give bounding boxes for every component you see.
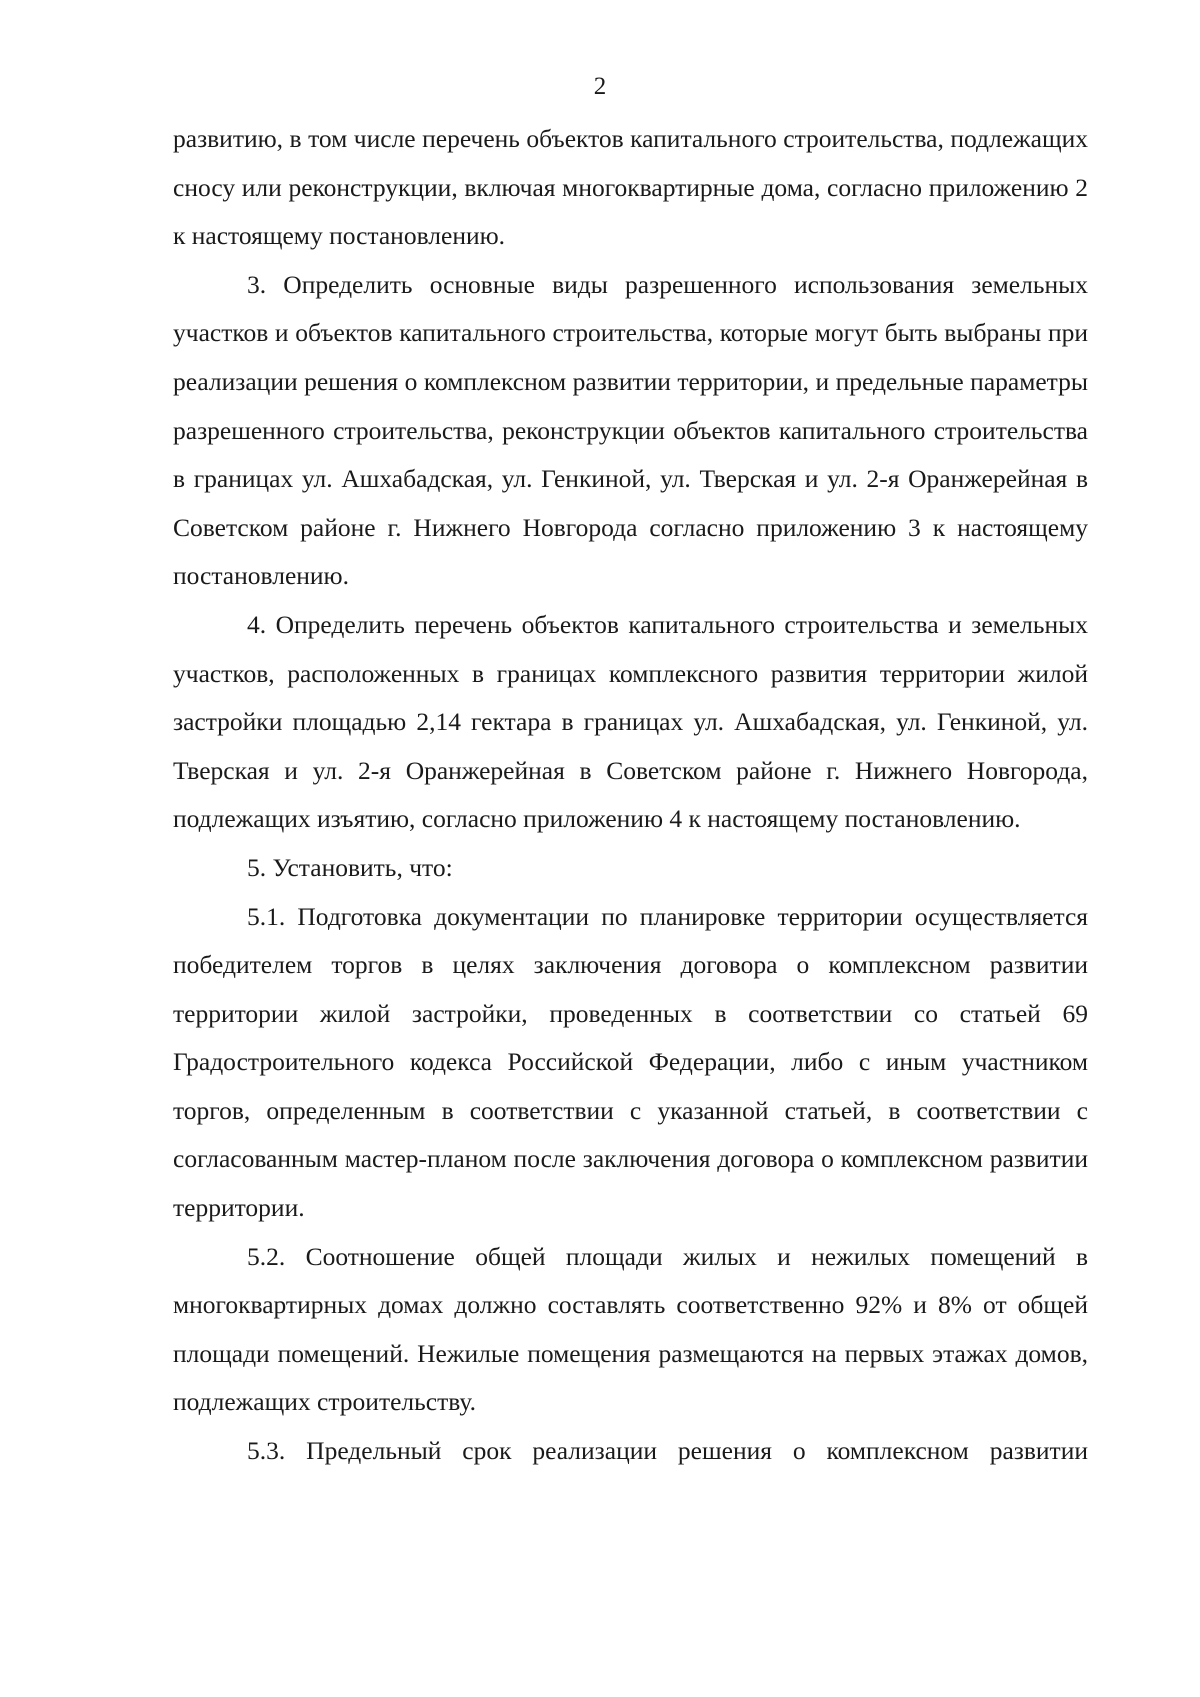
paragraph-item-3: 3. Определить основные виды разрешенного использования земельных участков и объектов капитального строительства, которые могут быть выбраны при реализации решения о комплексном развитии территории, и предельные параметры разрешенного строительства, реконструкции объектов капитального строительства в границах ул. Ашхабадская, ул. Генкиной, ул. Тверская и ул. 2-я Оранжерейная в Советском районе г. Нижнего Новгорода согласно приложению 3 к настоящему постановлению. — [173, 269, 1088, 591]
paragraph-item-5: 5. Установить, что: — [247, 852, 453, 882]
paragraph-item-5-3: 5.3. Предельный срок реализации решения о комплексном развитии — [247, 1436, 1088, 1466]
document-body — [173, 115, 1088, 1476]
page-number: 2 — [593, 73, 607, 100]
paragraph-item-5-2: 5.2. Соотношение общей площади жилых и нежилых помещений в многоквартирных домах должно составлять соответственно 92% и 8% от общей площади помещений. Нежилые помещения размещаются на первых этажах домов, подлежащих строительству. — [173, 1241, 1088, 1417]
paragraph-continuation: развитию, в том числе перечень объектов капитального строительства, подлежащих сносу или реконструкции, включая многоквартирные дома, согласно приложению 2 к настоящему постановлению. — [173, 124, 1088, 251]
paragraph-item-5-1: 5.1. Подготовка документации по планировке территории осуществляется победителем торгов в целях заключения договора о комплексном развитии территории жилой застройки, проведенных в соответствии со статьей 69 Градостроительного кодекса Российской Федерации, либо с иным участником торгов, определенным в соответствии с указанной статьей, в соответствии с согласованным мастер-планом после заключения договора о комплексном развитии территории. — [173, 901, 1088, 1223]
paragraph-item-4: 4. Определить перечень объектов капитального строительства и земельных участков, расположенных в границах комплексного развития территории жилой застройки площадью 2,14 гектара в границах ул. Ашхабадская, ул. Генкиной, ул. Тверская и ул. 2-я Оранжерейная в Советском районе г. Нижнего Новгорода, подлежащих изъятию, согласно приложению 4 к настоящему постановлению. — [173, 609, 1088, 834]
